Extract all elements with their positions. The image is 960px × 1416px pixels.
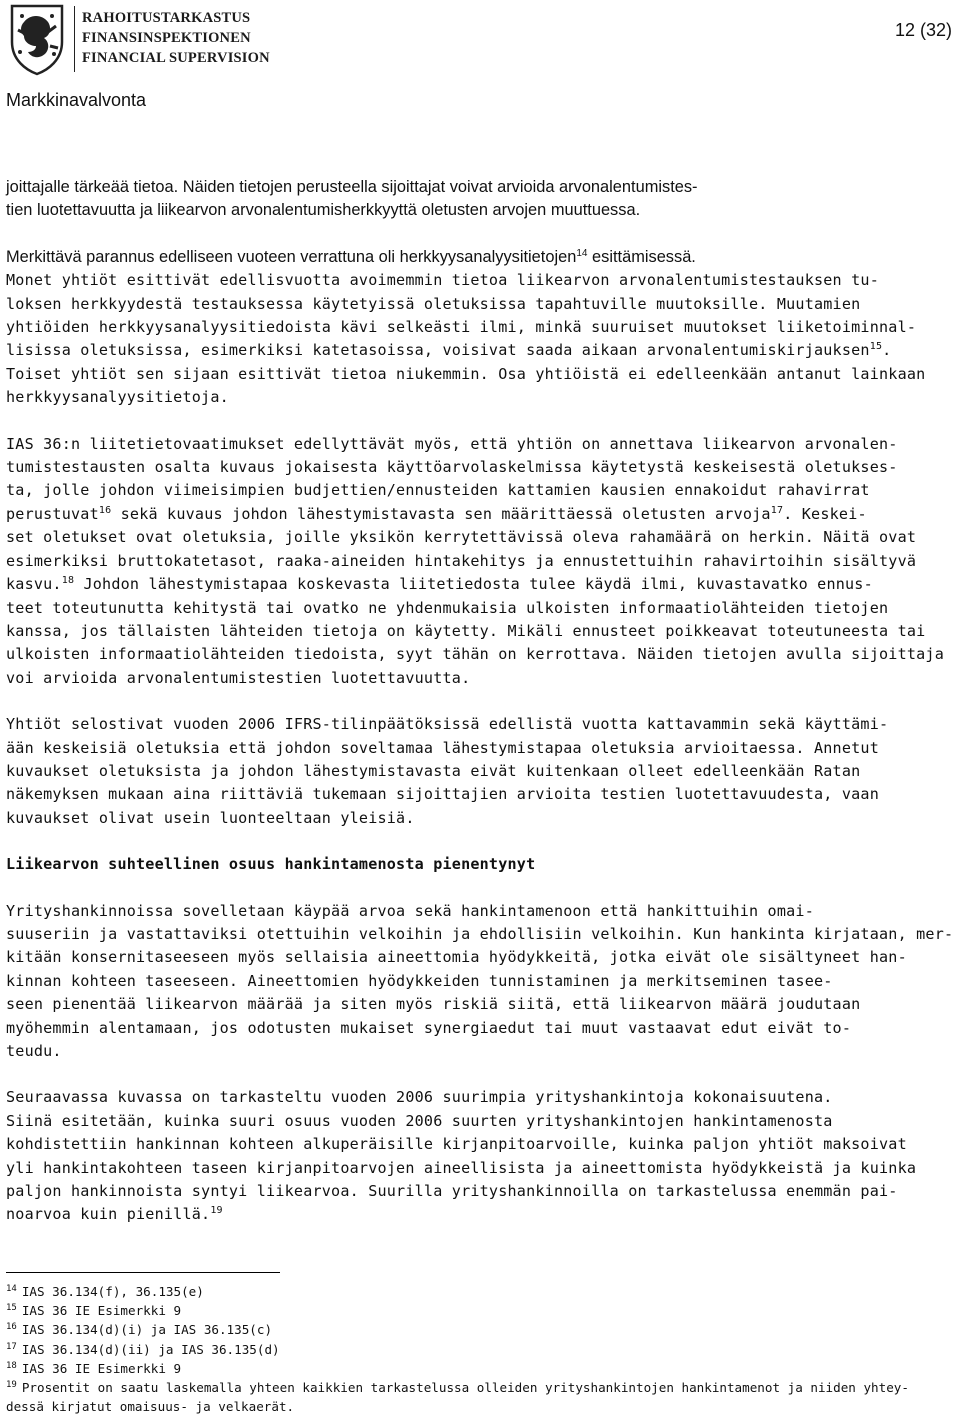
text-line xyxy=(6,970,956,993)
paragraph xyxy=(6,900,956,1064)
text-run: sekä kuvaus johdon lähestymistavasta sen määrittäessä oletusten arvoja xyxy=(111,504,771,523)
footnote-ref: 16 xyxy=(98,504,112,516)
paragraph-gap xyxy=(6,1063,956,1086)
text-run: . xyxy=(882,341,892,360)
text-line xyxy=(6,1110,956,1133)
text-run: Yrityshankinnoissa sovelletaan käypää arvoa sekä hankintamenoon että hankittuihin omai- xyxy=(6,901,814,920)
text-run: . Keskei- xyxy=(783,504,867,523)
text-run: ulkoisten informaatiolähteiden tiedoista, syyt tähän on kerrottava. Näiden tietojen avulla sijoittaja xyxy=(6,645,945,664)
text-line xyxy=(6,1133,956,1156)
footnote-ref: 14 xyxy=(576,247,588,259)
text-line xyxy=(6,807,956,830)
text-line xyxy=(6,643,956,666)
text-line xyxy=(6,316,956,339)
paragraph-gap xyxy=(6,223,956,246)
body-text xyxy=(6,176,956,1227)
text-run: esittämisessä. xyxy=(587,247,696,266)
footnote-number: 15 xyxy=(6,1303,17,1314)
text-line xyxy=(6,1180,956,1203)
footnote xyxy=(6,1378,956,1397)
text-line xyxy=(6,176,956,199)
text-run: noarvoa kuin pienillä. xyxy=(6,1205,211,1224)
text-line xyxy=(6,386,956,409)
text-line xyxy=(6,713,956,736)
text-line xyxy=(6,246,956,269)
paragraph-gap xyxy=(6,830,956,853)
text-run: teudu. xyxy=(6,1042,62,1060)
footnote-number: 14 xyxy=(6,1284,17,1294)
footnote-text: IAS 36.134(f), 36.135(e) xyxy=(21,1284,204,1299)
text-run: joittajalle tärkeää tietoa. Näiden tietojen perusteella sijoittajat voivat arvioida arvonalentumistes- xyxy=(6,178,698,196)
text-line xyxy=(6,923,956,946)
text-line xyxy=(6,573,956,596)
footnote-continuation: dessä kirjatut omaisuus- ja velkaerät. xyxy=(6,1399,295,1415)
authority-logo xyxy=(4,2,270,76)
paragraph xyxy=(6,176,956,223)
text-line xyxy=(6,737,956,760)
logo-line: FINANCIAL SUPERVISION xyxy=(82,50,270,66)
footnote-text: IAS 36.134(d)(i) ja IAS 36.135(c) xyxy=(21,1322,273,1338)
footnote xyxy=(6,1301,956,1320)
footnote-ref: 18 xyxy=(61,575,75,587)
footnote-number: 19 xyxy=(6,1380,17,1391)
paragraph-gap xyxy=(6,877,956,900)
text-line xyxy=(6,269,956,292)
text-run: teet toteutunutta kehitystä tai ovatko ne yhdenmukaisia ulkoisten informaatiolähteiden tietojen xyxy=(6,598,889,617)
text-run: kitään konsernitaseeseen myös sellaisia aineettomia hyödykkeitä, jotka eivät ole sisältyneet han- xyxy=(6,948,907,967)
text-line xyxy=(6,1203,956,1226)
text-line xyxy=(6,363,956,386)
footnote xyxy=(6,1320,956,1339)
paragraph xyxy=(6,1086,956,1226)
lion-crest-icon xyxy=(4,2,70,76)
text-line xyxy=(6,503,956,526)
footnote-ref: 15 xyxy=(869,341,883,353)
footnote-number: 18 xyxy=(6,1360,17,1371)
text-line xyxy=(6,526,956,549)
text-line xyxy=(6,760,956,783)
text-line xyxy=(6,293,956,316)
text-line xyxy=(6,853,956,876)
text-line xyxy=(6,1040,956,1063)
text-line xyxy=(6,620,956,643)
text-run: perustuvat xyxy=(6,504,99,523)
footnote-ref: 19 xyxy=(210,1205,223,1217)
footnote-text: IAS 36 IE Esimerkki 9 xyxy=(21,1303,182,1319)
text-run: Merkittävä parannus edelliseen vuoteen verrattuna oli herkkyysanalyysitietojen xyxy=(6,247,577,266)
section-heading xyxy=(6,853,956,876)
text-run: tumistestausten osalta kuvaus jokaisesta käyttöarvolaskelmissa käytetystä keskeisestä oletukses- xyxy=(6,458,898,477)
text-line xyxy=(6,1086,956,1109)
logo-wordmark xyxy=(82,8,270,68)
text-run: yli hankintakohteen taseen kirjanpitoarvojen aineellisista ja aineettomista hyödykkeistä ja kuinka xyxy=(6,1158,917,1177)
text-run: yhtiöiden herkkyysanalyysitiedoista kävi selkeästi ilmi, minkä suuruiset muutokset liiketoiminnal- xyxy=(6,318,917,337)
paragraph xyxy=(6,713,956,830)
text-line xyxy=(6,1017,956,1040)
text-line xyxy=(6,783,956,806)
paragraph xyxy=(6,246,956,410)
text-run: Toiset yhtiöt sen sijaan esittivät tietoa niukemmin. Osa yhtiöistä ei edelleenkään antanut lainkaan xyxy=(6,364,926,383)
footnote-number: 17 xyxy=(6,1341,17,1352)
text-run: kohdistettiin hankinnan kohteen alkuperäisille kirjanpitoarvoille, kuinka paljon yhtiöt maksoivat xyxy=(6,1135,907,1154)
footnote-separator xyxy=(6,1272,280,1273)
footnotes xyxy=(6,1282,956,1416)
text-run: kuvaukset olivat usein luonteeltaan yleisiä. xyxy=(6,808,415,827)
footnote xyxy=(6,1359,956,1378)
footnote-text: IAS 36 IE Esimerkki 9 xyxy=(21,1360,182,1376)
text-run: Liikearvon suhteellinen osuus hankintamenosta pienentynyt xyxy=(6,855,536,874)
text-line xyxy=(6,597,956,620)
text-run: kinnan kohteen taseeseen. Aineettomien hyödykkeiden tunnistaminen ja merkitseminen tasee- xyxy=(6,971,833,990)
section-title: Markkinavalvonta xyxy=(6,90,147,110)
text-run: Johdon lähestymistapaa koskevasta liitetiedosta tulee käydä ilmi, kuvastavatko ennus- xyxy=(74,575,873,594)
text-line xyxy=(6,550,956,573)
text-run: seen pienentää liikearvon määrää ja siten myös riskiä siitä, että liikearvon määrä joudutaan xyxy=(6,995,861,1014)
text-run: ään keskeisiä oletuksia että johdon soveltamaa lähestymistapaa oletuksia arvioitaessa. Annetut xyxy=(6,738,879,757)
text-line xyxy=(6,433,956,456)
text-run: Siinä esitetään, kuinka suuri osuus vuoden 2006 suurten yrityshankintojen hankintamenosta xyxy=(6,1111,833,1130)
text-line xyxy=(6,1157,956,1180)
logo-divider xyxy=(74,6,75,72)
text-line xyxy=(6,667,956,690)
footnote-ref: 17 xyxy=(770,504,784,516)
paragraph xyxy=(6,433,956,690)
text-line xyxy=(6,339,956,362)
text-run: Seuraavassa kuvassa on tarkasteltu vuoden 2006 suurimpia yrityshankintoja kokonaisuutena. xyxy=(6,1088,833,1107)
text-line xyxy=(6,199,956,222)
text-run: kasvu. xyxy=(6,575,62,594)
text-run: kuvaukset oletuksista ja johdon lähestymistavasta eivät kuitenkaan olleet edelleenkään Ratan xyxy=(6,761,861,780)
footnote-text: Prosentit on saatu laskemalla yhteen kaikkien tarkastelussa olleiden yrityshankintojen hankintamenot ja niiden yhtey- xyxy=(21,1380,909,1396)
text-run: Monet yhtiöt esittivät edellisvuotta avoimemmin tietoa liikearvon arvonalentumistestauksen tu- xyxy=(6,271,879,290)
text-line xyxy=(6,946,956,969)
text-run: myöhemmin alentamaan, jos odotusten mukaiset synergiaedut tai muut vastaavat edut eivät to- xyxy=(6,1018,852,1037)
footnote xyxy=(6,1340,956,1359)
text-run: IAS 36:n liitetietovaatimukset edellyttävät myös, että yhtiön on annettava liikearvon arvonalen- xyxy=(6,434,898,453)
paragraph-gap xyxy=(6,410,956,433)
text-run: loksen herkkyydestä testauksessa käytetyissä oletuksissa tapahtuville muutoksille. Muutamien xyxy=(6,294,861,313)
text-line xyxy=(6,900,956,923)
text-run: herkkyysanalyysitietoja. xyxy=(6,388,229,407)
text-run: paljon hankinnoista syntyi liikearvoa. Suurilla yrityshankinnoilla on tarkastelussa enemmän pai- xyxy=(6,1182,898,1201)
text-run: näkemyksen mukaan aina riittäviä tukemaan sijoittajien arvioita testien luotettavuudesta, vaan xyxy=(6,785,879,804)
logo-line: RAHOITUSTARKASTUS xyxy=(82,10,251,26)
text-line xyxy=(6,479,956,502)
text-run: ta, jolle johdon viimeisimpien budjettien/ennusteiden kattamien kausien ennakoidut rahavirrat xyxy=(6,481,870,500)
text-run: suuseriin ja vastattaviksi otettuihin velkoihin ja ehdollisiin velkoihin. Kun hankinta kirjataan, mer- xyxy=(6,924,954,943)
text-run: Yhtiöt selostivat vuoden 2006 IFRS-tilinpäätöksissä edellistä vuotta kattavammin sekä käyttämi- xyxy=(6,715,889,734)
text-run: tien luotettavuutta ja liikearvon arvonalentumisherkkyyttä oletusten arvojen muuttuessa. xyxy=(6,201,641,220)
footnote-number: 16 xyxy=(6,1322,17,1333)
paragraph-gap xyxy=(6,690,956,713)
text-run: voi arvioida arvonalentumistestien luotettavuutta. xyxy=(6,668,471,687)
text-run: esimerkiksi bruttokatetasot, raaka-aineiden hintakehitys ja ennustettuihin rahavirtoihin sisältyvä xyxy=(6,551,917,570)
text-line xyxy=(6,993,956,1016)
text-run: lisissa oletuksissa, esimerkiksi katetasoissa, voisivat saada aikaan arvonalentumiskirjauksen xyxy=(6,341,870,360)
text-run: set oletukset ovat oletuksia, joille yksikön kerrytettävissä oleva rahamäärä on herkin. Näitä ovat xyxy=(6,528,917,547)
footnote-text: IAS 36.134(d)(ii) ja IAS 36.135(d) xyxy=(21,1341,280,1357)
text-line xyxy=(6,456,956,479)
page-number: 12 (32) xyxy=(894,20,952,40)
text-run: kanssa, jos tällaisten lähteiden tietoja on käytetty. Mikäli ennusteet poikkeavat toteutuneesta tai xyxy=(6,621,926,640)
footnote xyxy=(6,1282,956,1301)
logo-line: FINANSINSPEKTIONEN xyxy=(82,30,251,46)
